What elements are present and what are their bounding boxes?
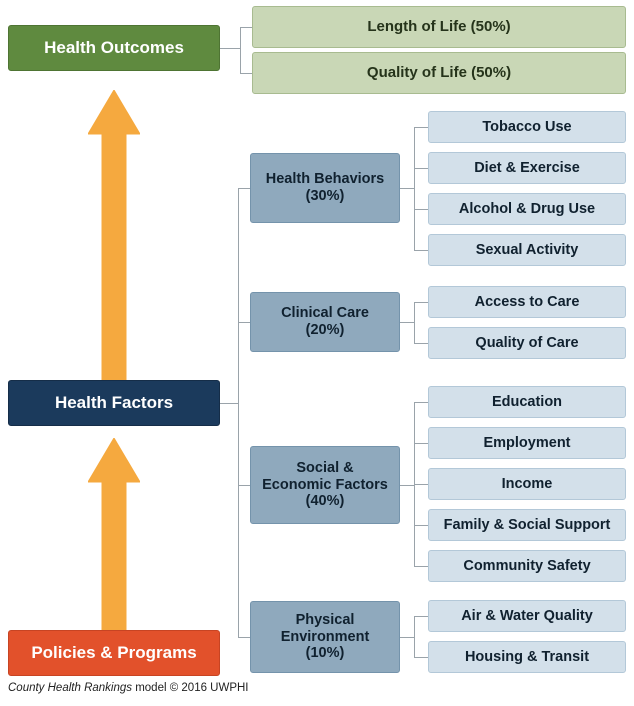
leaf-alcohol-drug-use-label: Alcohol & Drug Use: [458, 200, 596, 217]
node-social-economic-factors-name-line1: Social &: [296, 459, 354, 476]
leaf-air-water-quality[interactable]: [428, 600, 626, 632]
footnote-italic: County Health Rankings: [8, 682, 133, 694]
leaf-education-label: Education: [491, 393, 563, 410]
connector-factors-bus: [238, 188, 239, 638]
node-health-outcomes[interactable]: [8, 25, 220, 71]
node-clinical-care[interactable]: [250, 292, 400, 352]
leaf-community-safety-label: Community Safety: [463, 557, 591, 574]
node-social-economic-factors-name-line2: Economic Factors: [262, 476, 388, 493]
node-health-factors-label: Health Factors: [54, 393, 174, 413]
node-clinical-care-weight: (20%): [305, 322, 345, 338]
node-length-of-life-label: Length of Life (50%): [367, 18, 511, 36]
connector-clinical-to-2: [414, 343, 428, 344]
connector-behaviors-to-4: [414, 250, 428, 251]
leaf-housing-transit[interactable]: [428, 641, 626, 673]
node-length-of-life[interactable]: [252, 6, 626, 48]
node-health-factors[interactable]: [8, 380, 220, 426]
arrow-factors-to-outcomes: [88, 90, 140, 380]
node-health-behaviors[interactable]: [250, 153, 400, 223]
leaf-alcohol-drug-use[interactable]: [428, 193, 626, 225]
node-policies-programs[interactable]: [8, 630, 220, 676]
leaf-air-water-quality-label: Air & Water Quality: [461, 607, 593, 624]
leaf-tobacco-use-label: Tobacco Use: [482, 118, 572, 135]
leaf-quality-of-care-label: Quality of Care: [475, 334, 579, 351]
node-policies-programs-label: Policies & Programs: [31, 643, 197, 663]
connector-social-to-3: [414, 484, 428, 485]
connector-factors-to-physical: [238, 637, 250, 638]
leaf-community-safety[interactable]: [428, 550, 626, 582]
connector-outcomes-to-length: [240, 27, 252, 28]
leaf-housing-transit-label: Housing & Transit: [464, 648, 590, 665]
connector-social-to-1: [414, 402, 428, 403]
leaf-diet-exercise[interactable]: [428, 152, 626, 184]
connector-physical-to-2: [414, 657, 428, 658]
connector-outcomes-bus: [240, 27, 241, 73]
connector-outcomes-stem: [220, 48, 240, 49]
leaf-family-social-support-label: Family & Social Support: [443, 516, 611, 533]
connector-social-to-5: [414, 566, 428, 567]
leaf-family-social-support[interactable]: [428, 509, 626, 541]
connector-behaviors-to-3: [414, 209, 428, 210]
leaf-sexual-activity[interactable]: [428, 234, 626, 266]
node-social-economic-factors-weight: (40%): [305, 493, 345, 510]
leaf-income[interactable]: [428, 468, 626, 500]
connector-clinical-bus: [414, 302, 415, 343]
leaf-access-to-care[interactable]: [428, 286, 626, 318]
connector-physical-bus: [414, 616, 415, 657]
leaf-income-label: Income: [501, 475, 553, 492]
node-quality-of-life-label: Quality of Life (50%): [366, 64, 512, 82]
node-health-behaviors-weight: (30%): [305, 188, 345, 204]
node-health-behaviors-name: Health Behaviors: [265, 171, 385, 188]
connector-behaviors-bus: [414, 127, 415, 250]
leaf-quality-of-care[interactable]: [428, 327, 626, 359]
connector-factors-to-social: [238, 485, 250, 486]
node-physical-environment-name-line1: Physical: [295, 611, 355, 628]
connector-factors-stem: [220, 403, 238, 404]
node-clinical-care-name: Clinical Care: [281, 305, 369, 322]
connector-behaviors-stem: [400, 188, 414, 189]
leaf-access-to-care-label: Access to Care: [474, 293, 580, 310]
leaf-employment[interactable]: [428, 427, 626, 459]
connector-factors-to-behaviors: [238, 188, 250, 189]
connector-behaviors-to-2: [414, 168, 428, 169]
node-quality-of-life[interactable]: [252, 52, 626, 94]
connector-social-to-2: [414, 443, 428, 444]
connector-social-to-4: [414, 525, 428, 526]
connector-physical-to-1: [414, 616, 428, 617]
connector-factors-to-clinical: [238, 322, 250, 323]
arrow-policies-to-factors: [88, 438, 140, 630]
node-social-economic-factors[interactable]: [250, 446, 400, 524]
leaf-sexual-activity-label: Sexual Activity: [475, 241, 579, 258]
node-physical-environment-weight: (10%): [305, 645, 345, 662]
leaf-diet-exercise-label: Diet & Exercise: [474, 159, 580, 176]
connector-social-stem: [400, 485, 414, 486]
footnote: [8, 682, 249, 694]
leaf-employment-label: Employment: [483, 434, 571, 451]
footnote-rest: model © 2016 UWPHI: [132, 682, 249, 694]
leaf-tobacco-use[interactable]: [428, 111, 626, 143]
connector-clinical-to-1: [414, 302, 428, 303]
connector-physical-stem: [400, 637, 414, 638]
node-health-outcomes-label: Health Outcomes: [44, 38, 184, 58]
node-physical-environment[interactable]: [250, 601, 400, 673]
connector-outcomes-to-quality: [240, 73, 252, 74]
node-physical-environment-name-line2: Environment: [280, 628, 370, 645]
leaf-education[interactable]: [428, 386, 626, 418]
connector-behaviors-to-1: [414, 127, 428, 128]
connector-clinical-stem: [400, 322, 414, 323]
